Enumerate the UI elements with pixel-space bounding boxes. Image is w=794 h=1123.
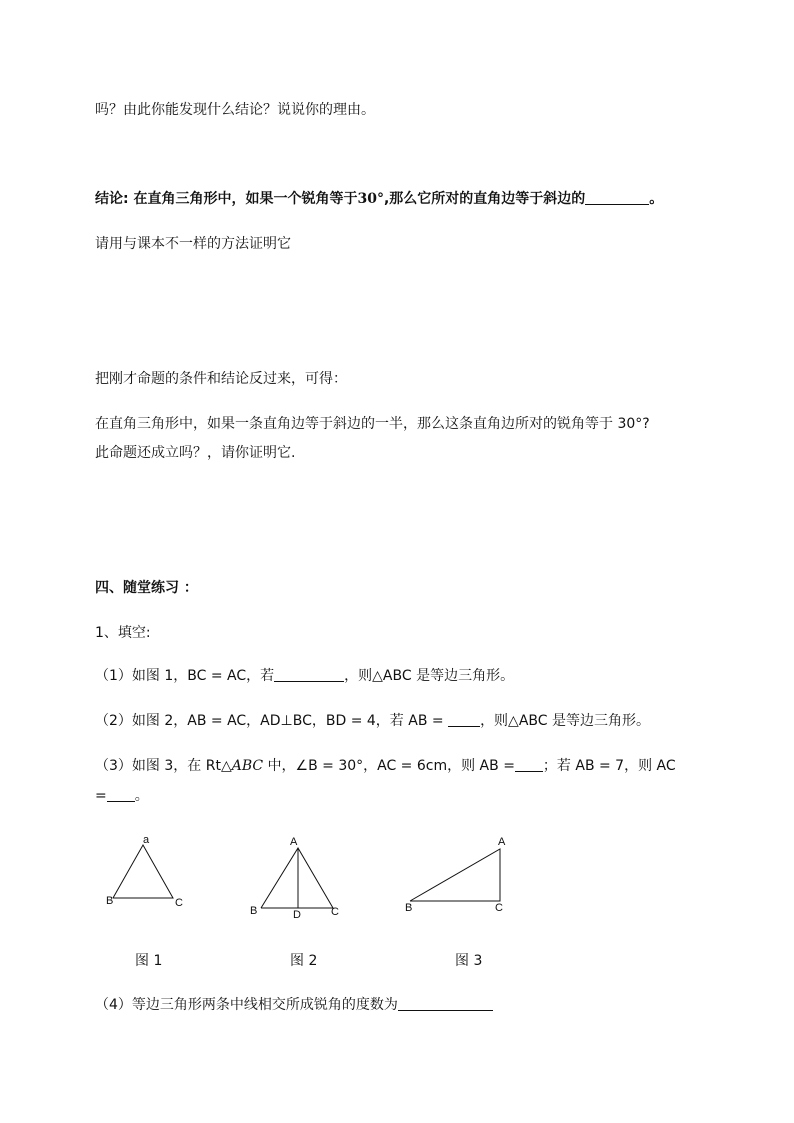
conclusion-statement: 结论: 在直角三角形中，如果一个锐角等于30°,那么它所对的直角边等于斜边的 。 xyxy=(95,191,664,207)
vertex-label-a: A xyxy=(290,836,298,848)
answer-blank[interactable] xyxy=(107,787,135,802)
prove-instruction: 请用与课本不一样的方法证明它 xyxy=(95,236,291,252)
figure-1 xyxy=(100,830,200,919)
vertex-label-d: D xyxy=(293,909,301,920)
exercise-1-3: （3）如图 3，在 Rt△ABC 中，∠B = 30°，AC = 6cm，则 AB = ；若 AB = 7，则 AC xyxy=(95,758,676,774)
answer-blank[interactable] xyxy=(398,996,493,1011)
question-text: 吗？由此你能发现什么结论？说说你的理由。 xyxy=(95,102,375,118)
answer-blank[interactable] xyxy=(448,712,480,727)
answer-blank[interactable] xyxy=(274,667,344,682)
answer-blank[interactable] xyxy=(515,757,543,772)
vertex-label-c: C xyxy=(495,902,503,914)
figure-2-caption: 图 2 xyxy=(290,953,318,969)
exercise-1-4: （4）等边三角形两条中线相交所成锐角的度数为 xyxy=(95,995,493,1015)
converse-proposition: 在直角三角形中，如果一条直角边等于斜边的一半，那么这条直角边所对的锐角等于 30°? xyxy=(95,416,650,432)
figure-3-caption: 图 3 xyxy=(455,953,483,969)
figure-1-caption: 图 1 xyxy=(135,953,163,969)
vertex-label-b: B xyxy=(106,895,114,907)
exercise-1-3-continued: = 。 xyxy=(95,788,149,804)
triangle-abc xyxy=(261,848,333,908)
vertex-label-b: B xyxy=(250,905,258,917)
exercise-1-2: （2）如图 2，AB = AC，AD⊥BC，BD = 4，若 AB = ，则△ABC 是等边三角形。 xyxy=(95,713,650,729)
reverse-statement: 把刚才命题的条件和结论反过来，可得： xyxy=(95,371,347,387)
figure-3 xyxy=(400,830,520,924)
right-triangle-abc xyxy=(410,849,500,901)
vertex-label-c: C xyxy=(331,906,339,918)
figure-2 xyxy=(245,830,355,924)
answer-blank[interactable] xyxy=(585,190,649,205)
exercise-1-title: 1、填空: xyxy=(95,625,151,641)
converse-question: 此命题还成立吗？，请你证明它. xyxy=(95,445,296,461)
vertex-label-a: A xyxy=(498,836,506,848)
section-heading: 四、随堂练习 ： xyxy=(95,580,198,596)
vertex-label-b: B xyxy=(405,902,413,914)
exercise-1-1: （1）如图 1，BC = AC，若 ，则△ABC 是等边三角形。 xyxy=(95,668,515,684)
triangle-abc xyxy=(113,845,173,898)
vertex-label-c: C xyxy=(175,897,183,909)
vertex-label-top: a xyxy=(143,834,150,846)
